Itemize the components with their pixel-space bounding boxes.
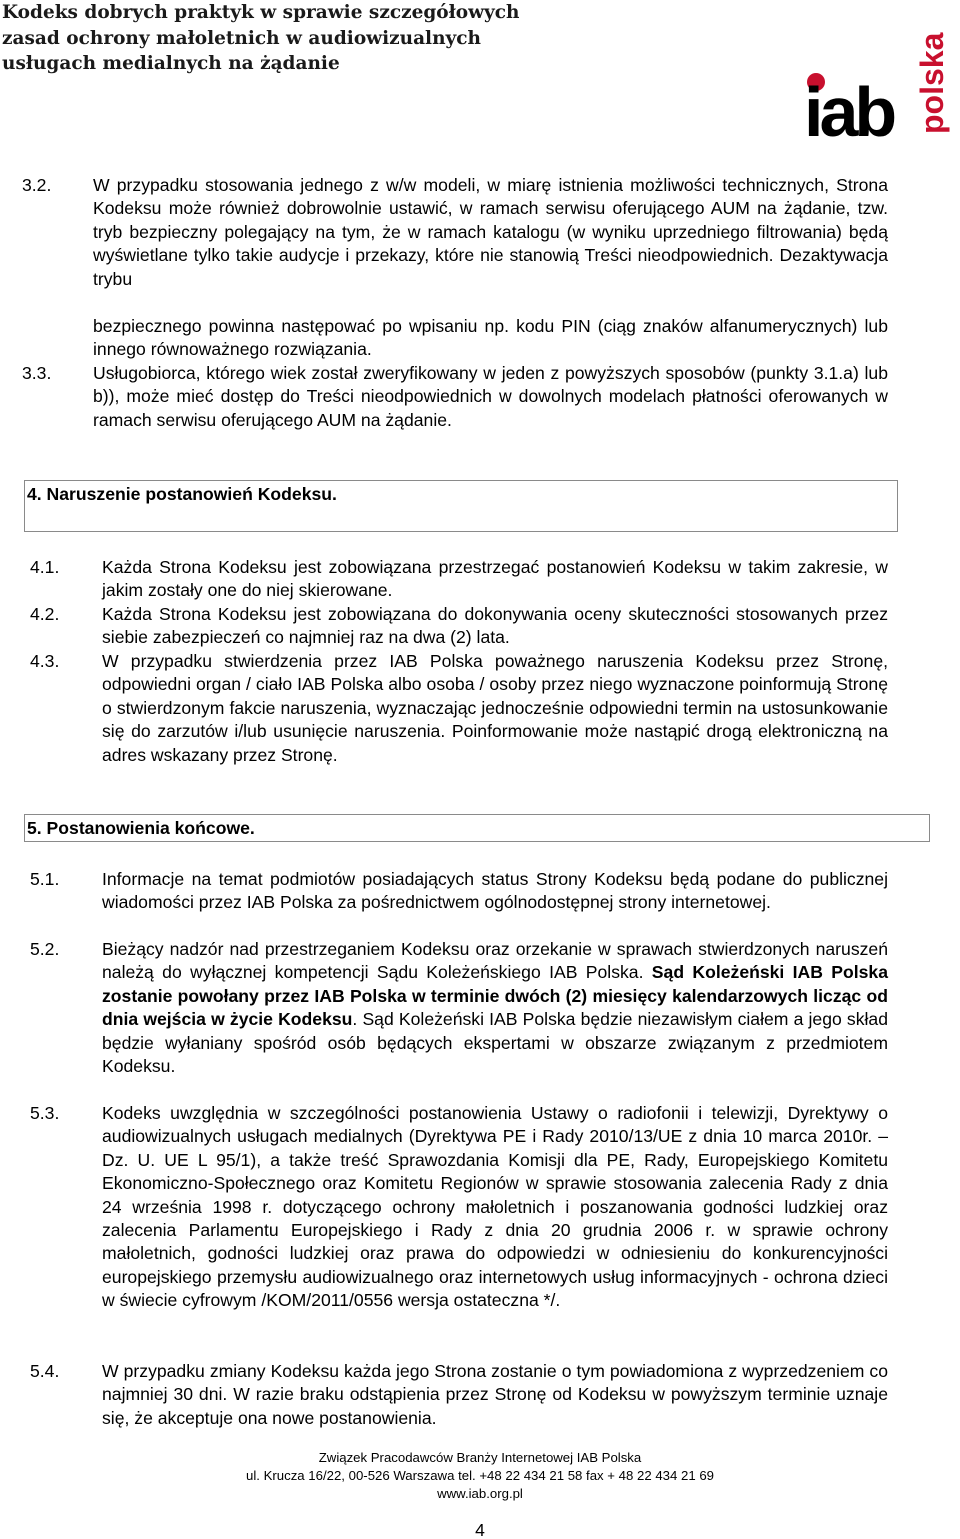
logo-iab-text: iab (804, 73, 894, 144)
item-text: Każda Strona Kodeksu jest zobowiązana do dokonywania oceny skuteczności stosowanych przez siebie zabezpieczeń co najmniej raz na dwa (2) lata. (102, 604, 888, 648)
item-text: Każda Strona Kodeksu jest zobowiązana przestrzegać postanowień Kodeksu w takim zakresie, w jakim zostały one do niej skierowane. (102, 557, 888, 601)
header-title-line: zasad ochrony małoletnich w audiowizualnych (2, 27, 481, 49)
item-text-continued: bezpiecznego powinna następować po wpisaniu np. kodu PIN (ciąg znaków alfanumerycznych) lub innego równoważnego rozwiązania. (93, 316, 888, 360)
item-number: 5.2. (30, 939, 60, 959)
footer-org-name: Związek Pracodawców Branży Internetowej IAB Polska (318, 1450, 642, 1465)
item-text-bold: Sąd Koleżeński IAB Polska zostanie powołany przez IAB Polska w terminie dwóch (2) miesięcy kalendarzowych licząc od dnia wejścia w życie Kodeksu (102, 962, 888, 1030)
item-number: 3.3. (22, 363, 52, 383)
item-number: 4.3. (30, 651, 60, 671)
item-number: 3.2. (22, 175, 52, 195)
iab-polska-logo (796, 2, 956, 144)
item-text-part: . Sąd Koleżeński IAB Polska będzie niezawisłym ciałem a jego skład będzie wyłaniany spośród osób będących ekspertami w obszarze związanym z przedmiotem Kodeksu. (102, 1009, 888, 1077)
item-text-part: Bieżący nadzór nad przestrzeganiem Kodeksu oraz orzekanie w sprawach stwierdzonych naruszeń należą do wyłącznej kompetencji Sądu Koleżeńskiego IAB Polska. (102, 939, 888, 983)
logo-polska-text: polska (914, 32, 950, 134)
item-number: 5.1. (30, 869, 60, 889)
section-heading: 4. Naruszenie postanowień Kodeksu. (27, 484, 337, 504)
item-text: Usługobiorca, którego wiek został zweryfikowany w jeden z powyższych sposobów (punkty 3.1.a) lub b)), może mieć dostęp do Treści nieodpowiednich w dowolnych modelach płatności oferowanych w ramach serwisu oferującego AUM na żądanie. (93, 363, 888, 430)
header-title-line: usługach medialnych na żądanie (2, 53, 340, 74)
item-number: 5.4. (30, 1361, 60, 1381)
item-text: W przypadku zmiany Kodeksu każda jego Strona zostanie o tym powiadomiona z wyprzedzeniem co najmniej 30 dni. W razie braku odstąpienia przez Stronę od Kodeksu w powyższym terminie uznaje się, że akceptuje ona nowe postanowienia. (102, 1361, 888, 1428)
item-number: 4.1. (30, 557, 60, 577)
item-text: W przypadku stwierdzenia przez IAB Polska poważnego naruszenia Kodeksu przez Stronę, odpowiedni organ / ciało IAB Polska albo osoba / osoby przez niego wyznaczone poinformują Stronę o stwierdzonym fakcie naruszenia, wyznaczając jednocześnie odpowiedni termin na ustosunkowanie się do zarzutów i/lub usunięcie naruszenia. Poinformowanie może nastąpić drogą elektroniczną na adres wskazany przez Stronę. (102, 651, 888, 765)
footer-website-link[interactable]: www.iab.org.pl (437, 1486, 523, 1501)
header-title-line: Kodeks dobrych praktyk w sprawie szczegółowych (2, 2, 520, 23)
item-text: W przypadku stosowania jednego z w/w modeli, w miarę istnienia możliwości technicznych, Strona Kodeksu może również dobrowolnie ustawić, w ramach serwisu oferującego AUM na żądanie, tzw. tryb bezpieczny polegający na tym, że w ramach katalogu (w wyniku uprzedniego filtrowania) będą wyświetlane tylko takie audycje i przekazy, które nie stanowią Treści nieodpowiednich. Dezaktywacja trybu (93, 175, 888, 289)
item-number: 4.2. (30, 604, 60, 624)
page-number: 4 (475, 1520, 485, 1539)
item-text: Informacje na temat podmiotów posiadających status Strony Kodeksu będą podane do publicznej wiadomości przez IAB Polska za pośrednictwem ogólnodostępnej strony internetowej. (102, 869, 888, 913)
item-text: Kodeks uwzględnia w szczególności postanowienia Ustawy o radiofonii i telewizji, Dyrektywy o audiowizualnych usługach medialnych (Dyrektywa PE i Rady 2010/13/UE z dnia 10 marca 2010r. – Dz. U. UE L 95/1), a także treść Sprawozdania Komisji dla PE, Rady, Europejskiego Komitetu Ekonomiczno-Społecznego oraz Komitetu Regionów w sprawie stosowania zalecenia Rady z dnia 24 września 1998 r. dotyczącego ochrony małoletnich i poszanowania godności ludzkiej oraz zalecenia Parlamentu Europejskiego i Rady z dnia 20 grudnia 2006 r. w sprawie ochrony małoletnich, godności ludzkiej oraz prawa do odpowiedzi w odniesieniu do konkurencyjności europejskiego przemysłu audiowizualnego oraz internetowych usług informacyjnych - ochrona dzieci w świecie cyfrowym /KOM/2011/0556 wersja ostateczna */. (102, 1103, 888, 1311)
document-header-title (2, 0, 562, 77)
item-text (102, 938, 888, 1078)
item-number: 5.3. (30, 1103, 60, 1123)
section-heading: 5. Postanowienia końcowe. (27, 818, 255, 838)
footer-address: ul. Krucza 16/22, 00-526 Warszawa tel. +48 22 434 21 58 fax + 48 22 434 21 69 (246, 1468, 714, 1483)
